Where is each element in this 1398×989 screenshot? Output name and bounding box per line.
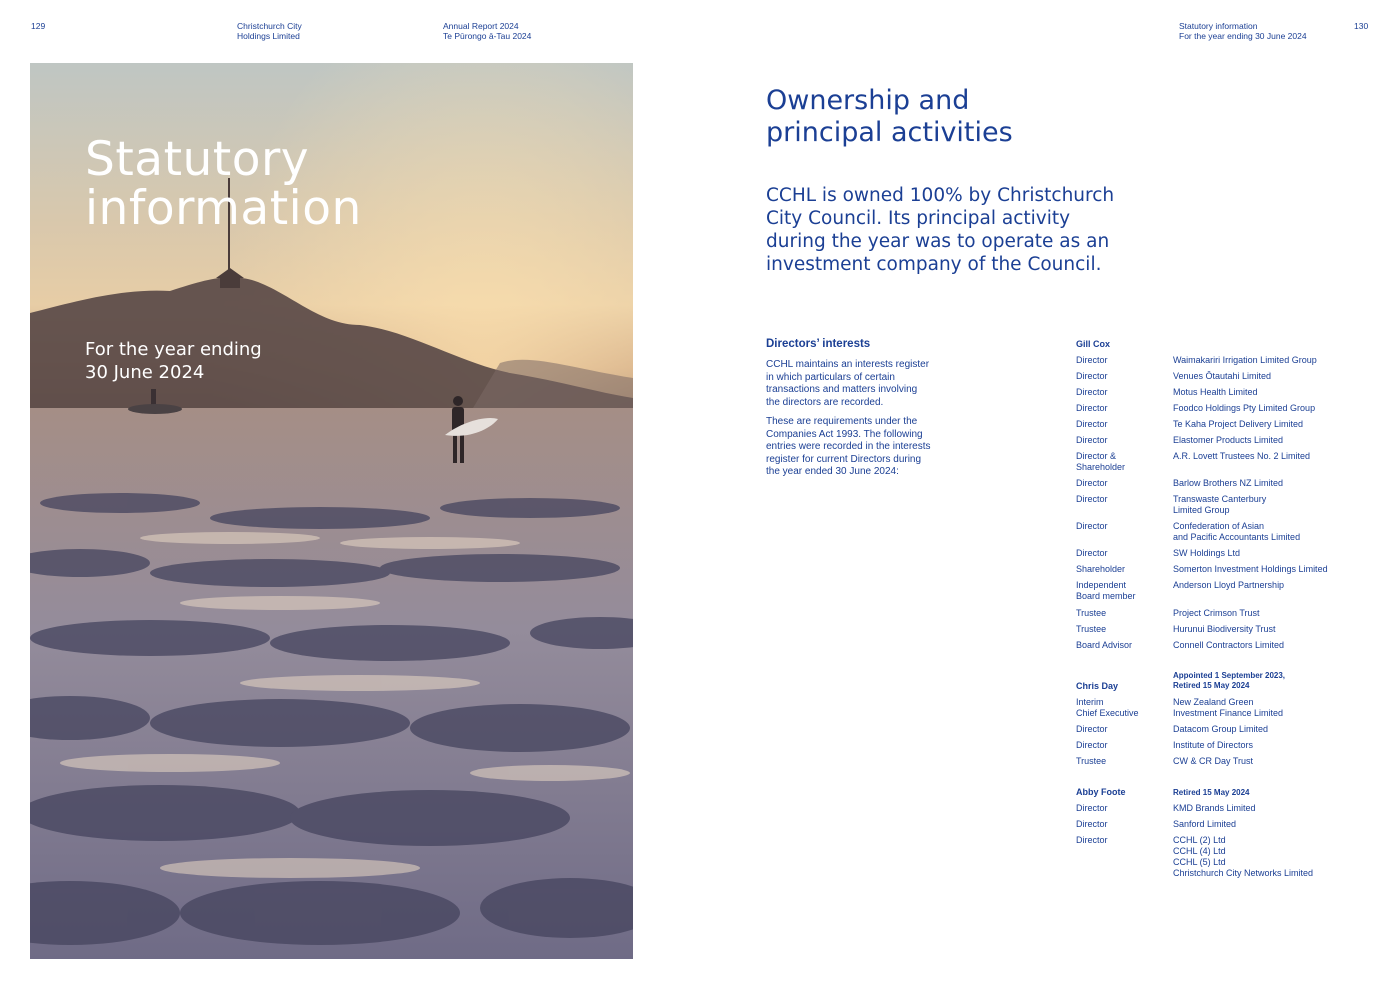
register-role: Director — [1076, 478, 1108, 488]
cover-title: Statutory information — [85, 132, 362, 236]
register-role: Director — [1076, 740, 1108, 750]
register-role: Board Advisor — [1076, 640, 1133, 650]
register-role: Director — [1076, 387, 1108, 397]
directors-interests-paragraph-1: CCHL maintains an interests register in which particulars of certain transactions and matters involving the directors are recorded. — [766, 359, 930, 408]
register-organisation: Te Kaha Project Delivery Limited — [1173, 419, 1304, 429]
register-organisation: Transwaste Canterbury Limited Group — [1173, 494, 1267, 515]
register-organisation: Datacom Group Limited — [1173, 724, 1269, 734]
ownership-lead: CCHL is owned 100% by Christchurch City Council. Its principal activity during the year was to operate as an investment company of the Council. — [766, 185, 1115, 275]
register-organisation: Barlow Brothers NZ Limited — [1173, 478, 1284, 488]
register-role: Interim Chief Executive — [1076, 697, 1139, 718]
register-role: Director — [1076, 819, 1108, 829]
register-organisation: Anderson Lloyd Partnership — [1173, 580, 1285, 590]
register-organisation: Waimakariri Irrigation Limited Group — [1173, 355, 1317, 365]
section-title: Statutory information For the year ending 30 June 2024 — [1179, 21, 1307, 41]
right-page-number: 130 — [1354, 21, 1369, 31]
register-organisation: Project Crimson Trust — [1173, 608, 1260, 618]
register-organisation: KMD Brands Limited — [1173, 803, 1256, 813]
ownership-heading: Ownership and principal activities — [766, 85, 1013, 148]
report-title: Annual Report 2024 Te Pūrongo ā-Tau 2024 — [443, 21, 532, 41]
register-role: Director — [1076, 494, 1108, 504]
director-name-abby-foote: Abby Foote — [1076, 787, 1126, 797]
register-role: Shareholder — [1076, 564, 1126, 574]
director-name-gill-cox: Gill Cox — [1076, 339, 1111, 349]
register-organisation: Connell Contractors Limited — [1173, 640, 1285, 650]
register-organisation: Institute of Directors — [1173, 740, 1254, 750]
register-organisation: A.R. Lovett Trustees No. 2 Limited — [1173, 451, 1311, 461]
register-role: Director — [1076, 371, 1108, 381]
register-role: Director — [1076, 835, 1108, 845]
register-organisation: Venues Ōtautahi Limited — [1173, 371, 1272, 381]
register-role: Director — [1076, 724, 1108, 734]
register-role: Trustee — [1076, 608, 1107, 618]
register-organisation: Somerton Investment Holdings Limited — [1173, 564, 1328, 574]
register-organisation: SW Holdings Ltd — [1173, 548, 1241, 558]
register-organisation: CCHL (2) Ltd CCHL (4) Ltd CCHL (5) Ltd Christchurch City Networks Limited — [1173, 835, 1314, 878]
director-name-chris-day: Chris Day — [1076, 681, 1119, 691]
register-role: Director — [1076, 403, 1108, 413]
register-role: Director — [1076, 548, 1108, 558]
register-role: Director & Shareholder — [1076, 451, 1126, 472]
cover-subtitle: For the year ending 30 June 2024 — [85, 339, 262, 383]
register-role: Director — [1076, 419, 1108, 429]
tenure-note-abby-foote: Retired 15 May 2024 — [1173, 788, 1250, 797]
register-role: Director — [1076, 803, 1108, 813]
register-role: Director — [1076, 521, 1108, 531]
directors-interests-heading: Directors’ interests — [766, 338, 871, 350]
register-organisation: Foodco Holdings Pty Limited Group — [1173, 403, 1316, 413]
company-name: Christchurch City Holdings Limited — [237, 21, 302, 41]
register-organisation: Motus Health Limited — [1173, 387, 1258, 397]
register-organisation: CW & CR Day Trust — [1173, 756, 1254, 766]
register-organisation: New Zealand Green Investment Finance Limited — [1173, 697, 1284, 718]
lookout-building — [220, 278, 240, 288]
register-role: Director — [1076, 435, 1108, 445]
left-page-number: 129 — [31, 21, 46, 31]
register-role: Trustee — [1076, 756, 1107, 766]
register-role: Trustee — [1076, 624, 1107, 634]
register-organisation: Elastomer Products Limited — [1173, 435, 1284, 445]
register-organisation: Hurunui Biodiversity Trust — [1173, 624, 1276, 634]
directors-interests-paragraph-2: These are requirements under the Companies Act 1993. The following entries were recorded in the interests register for current Directors during the year ended 30 June 2024: — [766, 416, 931, 478]
register-organisation: Sanford Limited — [1173, 819, 1237, 829]
cover-photo — [30, 63, 633, 959]
tenure-note-chris-day: Appointed 1 September 2023, Retired 15 May 2024 — [1173, 671, 1286, 690]
register-role: Director — [1076, 355, 1108, 365]
register-organisation: Confederation of Asian and Pacific Accountants Limited — [1173, 521, 1301, 542]
register-role: Independent Board member — [1076, 580, 1136, 601]
